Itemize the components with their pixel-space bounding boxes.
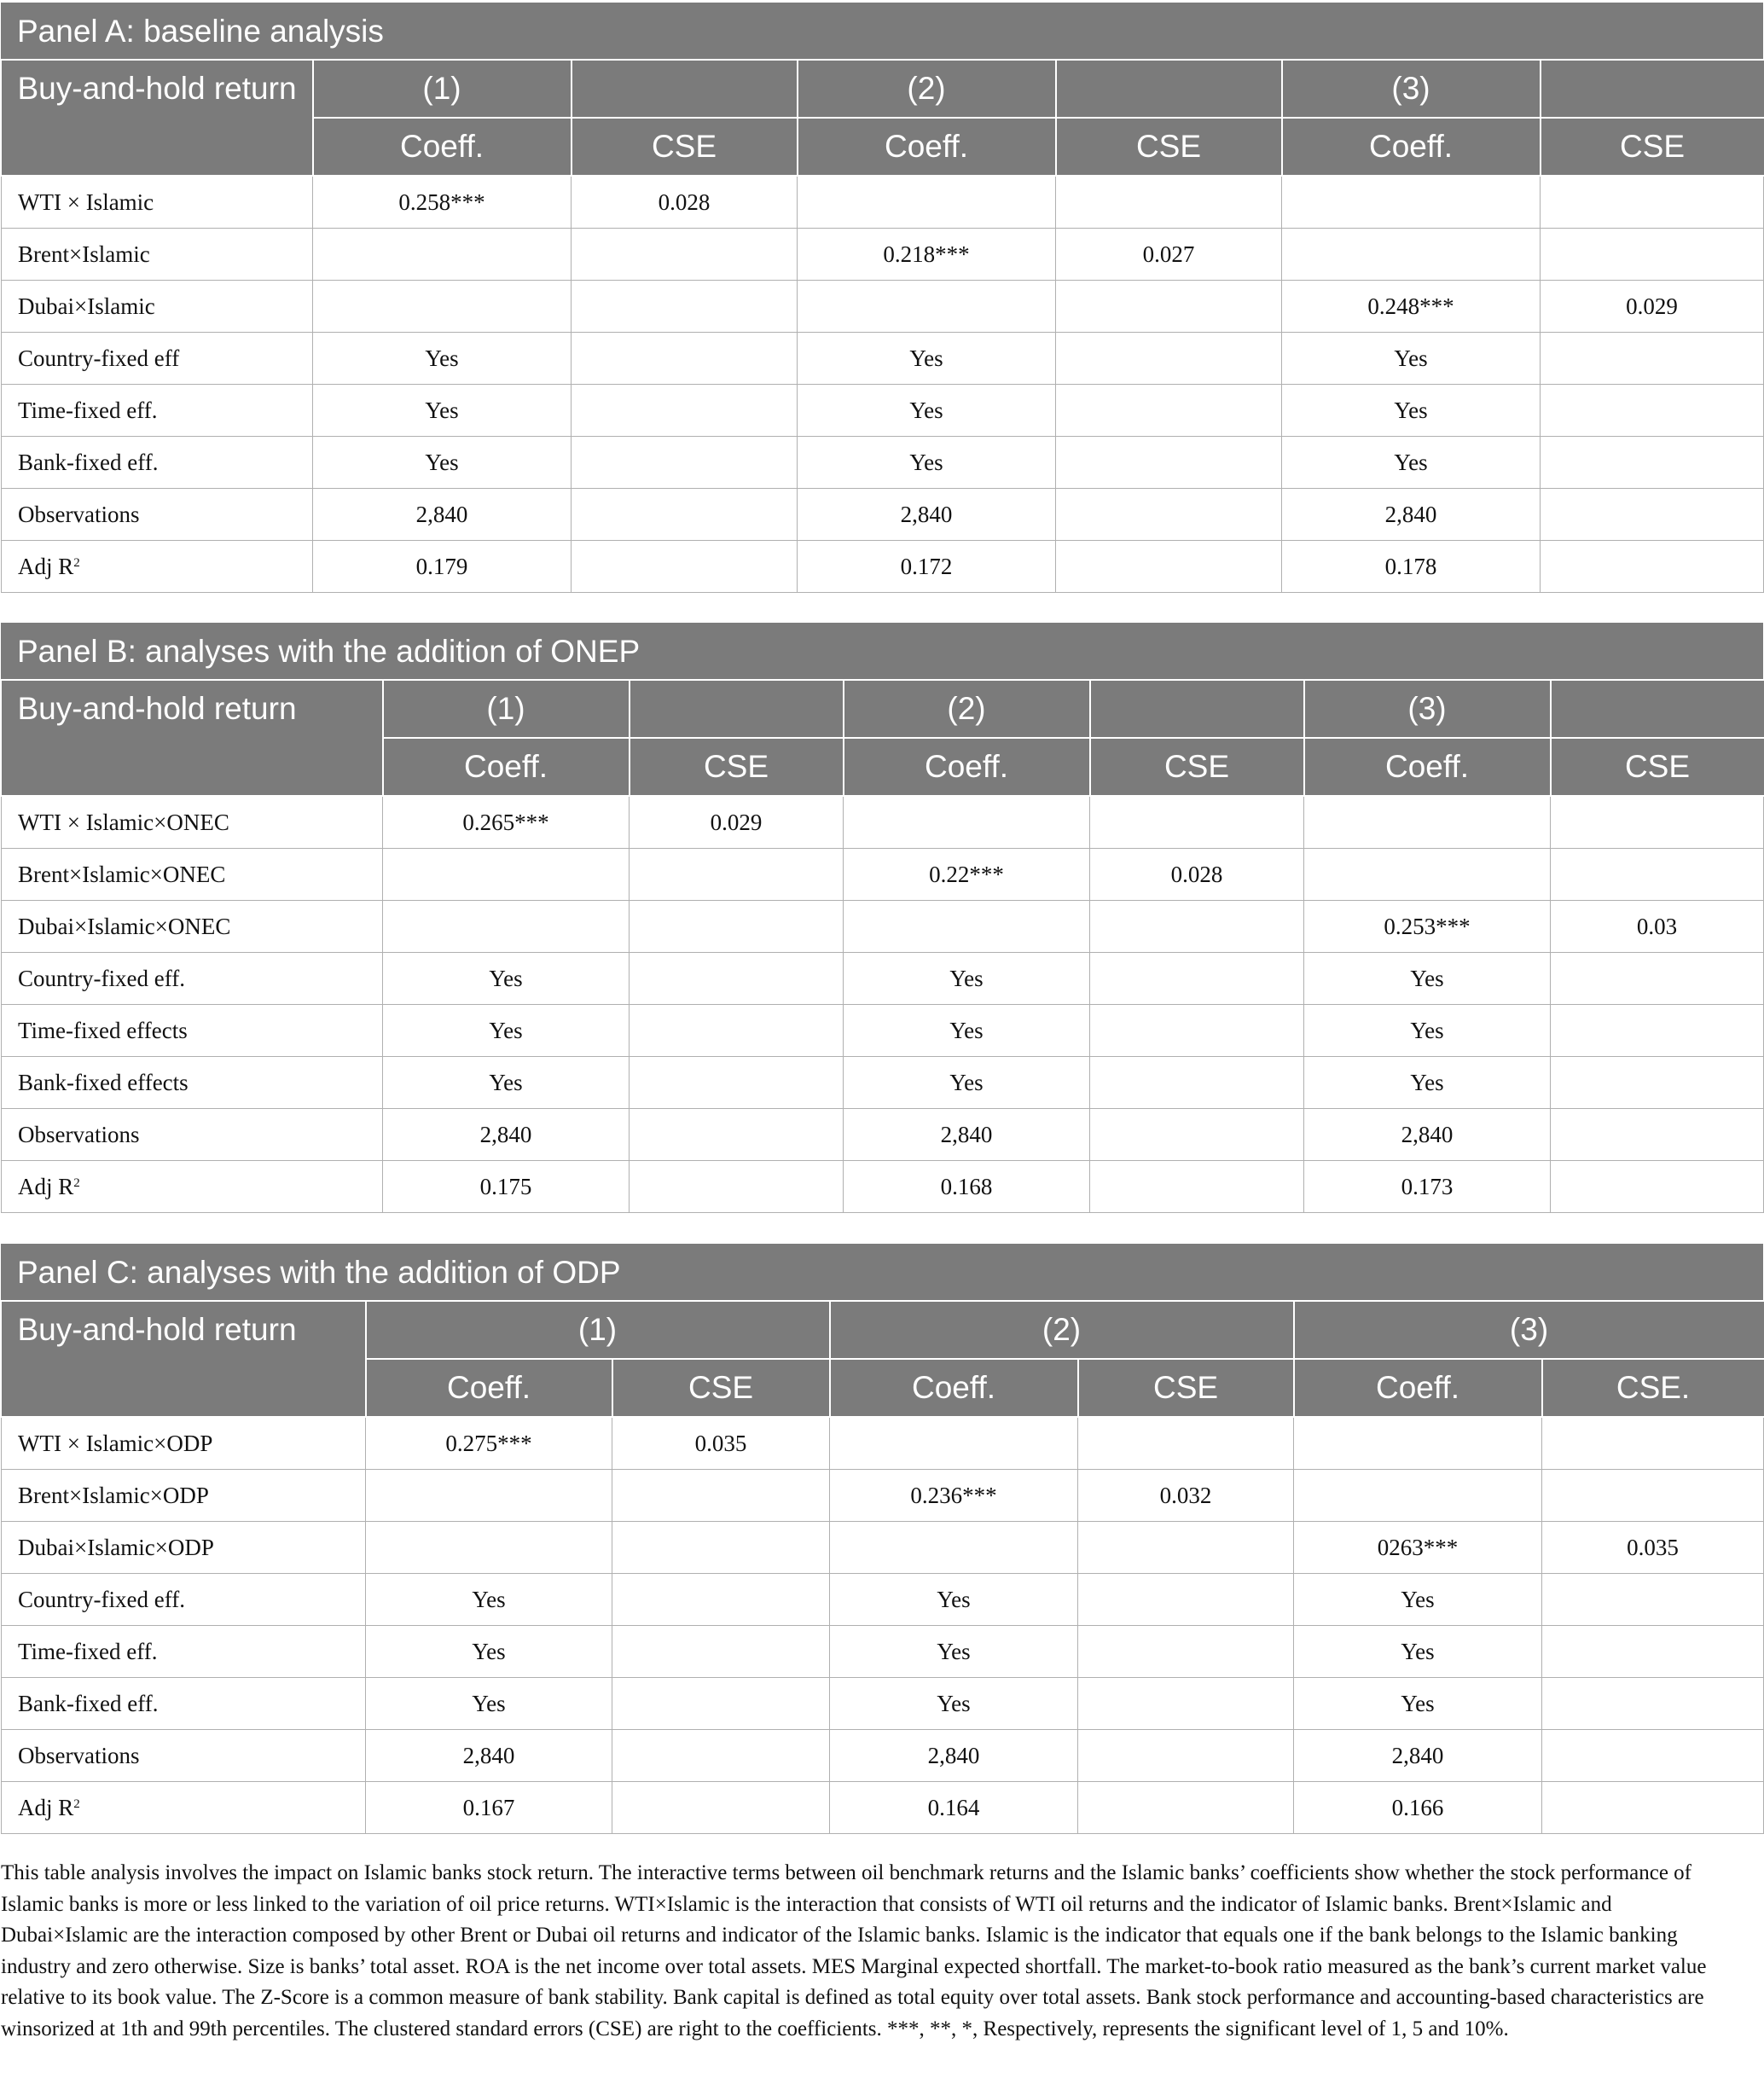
row-label: Observations (18, 1742, 140, 1768)
superscript: 2 (73, 1796, 80, 1811)
cse-cell (1541, 541, 1764, 593)
row-label-cell (2, 333, 313, 385)
cse-cell (1078, 1678, 1294, 1730)
table-row (2, 333, 1764, 385)
row-label: Adj R (18, 1794, 74, 1820)
cse-cell (612, 1782, 830, 1834)
row-label-cell (2, 1005, 383, 1057)
coeff-cell: 2,840 (313, 489, 572, 541)
row-label: Time-fixed eff. (18, 397, 158, 423)
cse-cell (1090, 1161, 1304, 1213)
coeff-cell: Yes (830, 1574, 1078, 1626)
cse-cell (630, 901, 844, 953)
coeff-cell: Yes (844, 1005, 1090, 1057)
table-row (2, 953, 1764, 1005)
row-label-cell (2, 489, 313, 541)
row-label-cell (2, 1678, 366, 1730)
coeff-cell: Yes (313, 437, 572, 489)
coeff-cell: 0.253*** (1304, 901, 1551, 953)
coeff-cell: Yes (830, 1626, 1078, 1678)
model-header: (1) (313, 61, 572, 118)
row-label-cell (2, 1057, 383, 1109)
model-header-spacer (1056, 61, 1282, 118)
coeff-cell (830, 1522, 1078, 1574)
coeff-cell: Yes (383, 953, 630, 1005)
table-row (2, 176, 1764, 229)
dependent-variable-header: Buy-and-hold return (2, 61, 313, 176)
coeff-header: Coeff. (366, 1359, 612, 1417)
coeff-cell: 0.248*** (1282, 281, 1541, 333)
row-label: Dubai×Islamic×ONEC (18, 913, 231, 939)
cse-cell: 0.028 (1090, 849, 1304, 901)
row-label-cell (2, 541, 313, 593)
panel-body (2, 1417, 1764, 1834)
cse-cell (1090, 1109, 1304, 1161)
superscript: 2 (73, 1175, 80, 1190)
coeff-cell: 2,840 (1294, 1730, 1542, 1782)
coeff-cell: Yes (844, 953, 1090, 1005)
panel-b (1, 623, 1763, 1213)
cse-cell (1551, 1005, 1764, 1057)
row-label-cell (2, 1161, 383, 1213)
model-header: (1) (383, 681, 630, 738)
cse-cell (1056, 333, 1282, 385)
table-row (2, 1522, 1764, 1574)
coeff-cell: Yes (830, 1678, 1078, 1730)
coeff-cell (383, 901, 630, 953)
row-label-cell (2, 1782, 366, 1834)
cse-cell (630, 1005, 844, 1057)
coeff-cell: 0.265*** (383, 796, 630, 849)
panel-table (1, 1302, 1764, 1834)
coeff-cell: 2,840 (1304, 1109, 1551, 1161)
cse-cell (1542, 1417, 1764, 1470)
cse-cell (1090, 1057, 1304, 1109)
coeff-cell: 0.275*** (366, 1417, 612, 1470)
cse-cell (1542, 1574, 1764, 1626)
row-label: Country-fixed eff. (18, 1586, 185, 1612)
coeff-cell (1294, 1417, 1542, 1470)
cse-cell (572, 229, 798, 281)
coeff-cell: 0263*** (1294, 1522, 1542, 1574)
panel-table (1, 681, 1764, 1213)
dependent-variable-header: Buy-and-hold return (2, 1302, 366, 1417)
cse-header: CSE (1551, 738, 1764, 796)
row-label: Brent×Islamic (18, 241, 150, 267)
coeff-cell: 0.175 (383, 1161, 630, 1213)
cse-cell (1090, 953, 1304, 1005)
row-label: Country-fixed eff (18, 345, 180, 371)
cse-cell (1551, 849, 1764, 901)
coeff-cell: 0.218*** (798, 229, 1056, 281)
table-row (2, 1782, 1764, 1834)
row-label: Bank-fixed eff. (18, 449, 159, 475)
cse-cell (612, 1522, 830, 1574)
panel-table (1, 61, 1764, 593)
coeff-cell: 0.167 (366, 1782, 612, 1834)
coeff-cell: Yes (313, 333, 572, 385)
cse-cell (630, 1057, 844, 1109)
model-header: (2) (844, 681, 1090, 738)
cse-cell (1541, 229, 1764, 281)
cse-cell (1551, 1161, 1764, 1213)
cse-cell (1541, 333, 1764, 385)
cse-cell: 0.035 (612, 1417, 830, 1470)
table-row (2, 229, 1764, 281)
table-row (2, 489, 1764, 541)
coeff-cell (366, 1470, 612, 1522)
coeff-header: Coeff. (1294, 1359, 1542, 1417)
cse-cell (572, 437, 798, 489)
row-label-cell (2, 1522, 366, 1574)
row-label: Adj R (18, 1173, 74, 1199)
coeff-cell (798, 281, 1056, 333)
cse-header: CSE (612, 1359, 830, 1417)
coeff-cell: Yes (366, 1626, 612, 1678)
row-label-cell (2, 1470, 366, 1522)
row-label: Dubai×Islamic×ODP (18, 1534, 214, 1560)
coeff-cell: Yes (844, 1057, 1090, 1109)
table-row (2, 541, 1764, 593)
cse-cell: 0.035 (1542, 1522, 1764, 1574)
coeff-cell (844, 901, 1090, 953)
model-header-spacer (630, 681, 844, 738)
coeff-cell: 0.178 (1282, 541, 1541, 593)
panel-title: Panel A: baseline analysis (1, 3, 1763, 61)
cse-cell (1056, 281, 1282, 333)
cse-cell (1078, 1730, 1294, 1782)
cse-cell (572, 333, 798, 385)
row-label-cell (2, 281, 313, 333)
cse-cell (1541, 437, 1764, 489)
coeff-cell: 2,840 (383, 1109, 630, 1161)
cse-cell (1090, 796, 1304, 849)
cse-header: CSE (572, 118, 798, 176)
table-row (2, 849, 1764, 901)
table-row (2, 1730, 1764, 1782)
row-label: Time-fixed effects (18, 1017, 188, 1043)
row-label: Bank-fixed eff. (18, 1690, 159, 1716)
coeff-cell: Yes (798, 437, 1056, 489)
table-row (2, 1574, 1764, 1626)
row-label: Bank-fixed effects (18, 1069, 189, 1095)
cse-cell (612, 1730, 830, 1782)
model-header: (3) (1282, 61, 1541, 118)
coeff-cell: 0.22*** (844, 849, 1090, 901)
coeff-header: Coeff. (1282, 118, 1541, 176)
cse-cell (572, 385, 798, 437)
cse-cell (612, 1470, 830, 1522)
table-footnote: This table analysis involves the impact on Islamic banks stock return. The interactive terms between oil benchmark returns and the Islamic banks’ coefficients show whether the stock performance of Islamic banks is more or less linked to the variation of oil price returns. WTI×Islamic is the interaction that consists of WTI oil returns and the indicator of Islamic banks. Brent×Islamic and Dubai×Islamic are the interaction composed by other Brent or Dubai oil returns and indicator of the Islamic banks. Islamic is the indicator that equals one if the bank belongs to the Islamic banking industry and zero otherwise. Size is banks’ total asset. ROA is the net income over total assets. MES Marginal expected shortfall. The market-to-book ratio measured as the bank’s current market value relative to its book value. The Z-Score is a common measure of bank stability. Bank capital is defined as total equity over total assets. Bank stock performance and accounting-based characteristics are winsorized at 1th and 99th percentiles. The clustered standard errors (CSE) are right to the coefficients. ***, **, *, Respectively, represents the significant level of 1, 5 and 10%. (1, 1861, 1707, 2040)
coeff-cell: 0.168 (844, 1161, 1090, 1213)
row-label: WTI × Islamic×ODP (18, 1430, 213, 1456)
table-row (2, 1678, 1764, 1730)
cse-cell (1056, 176, 1282, 229)
coeff-header: Coeff. (844, 738, 1090, 796)
table-row (2, 1470, 1764, 1522)
coeff-header: Coeff. (313, 118, 572, 176)
coeff-cell: Yes (383, 1005, 630, 1057)
cse-cell (1551, 1109, 1764, 1161)
cse-cell (1090, 901, 1304, 953)
cse-cell (1078, 1626, 1294, 1678)
cse-cell (630, 1161, 844, 1213)
coeff-cell: 2,840 (798, 489, 1056, 541)
cse-cell (1551, 953, 1764, 1005)
row-label-cell (2, 1109, 383, 1161)
row-label-cell (2, 385, 313, 437)
model-header: (3) (1304, 681, 1551, 738)
coeff-cell: 0.179 (313, 541, 572, 593)
coeff-cell: Yes (1304, 1005, 1551, 1057)
row-label-cell (2, 901, 383, 953)
model-header: (3) (1294, 1302, 1764, 1359)
row-label-cell (2, 1417, 366, 1470)
row-label-cell (2, 1574, 366, 1626)
cse-cell (1056, 541, 1282, 593)
table-row (2, 1005, 1764, 1057)
coeff-cell: Yes (313, 385, 572, 437)
cse-cell (1078, 1522, 1294, 1574)
model-header-spacer (1551, 681, 1764, 738)
cse-cell: 0.029 (1541, 281, 1764, 333)
table-row (2, 1057, 1764, 1109)
cse-cell (1542, 1782, 1764, 1834)
coeff-cell: Yes (383, 1057, 630, 1109)
cse-cell (1078, 1574, 1294, 1626)
row-label: Dubai×Islamic (18, 293, 155, 319)
coeff-cell: Yes (1304, 1057, 1551, 1109)
panel-body (2, 796, 1764, 1213)
table-row (2, 1161, 1764, 1213)
coeff-cell: 2,840 (844, 1109, 1090, 1161)
cse-cell (612, 1678, 830, 1730)
cse-cell (1541, 385, 1764, 437)
cse-header: CSE (1090, 738, 1304, 796)
coeff-header: Coeff. (830, 1359, 1078, 1417)
cse-cell: 0.032 (1078, 1470, 1294, 1522)
cse-cell (1078, 1417, 1294, 1470)
coeff-cell: 0.236*** (830, 1470, 1078, 1522)
coeff-cell: 0.258*** (313, 176, 572, 229)
coeff-cell: 2,840 (1282, 489, 1541, 541)
coeff-cell (383, 849, 630, 901)
table-row (2, 901, 1764, 953)
cse-cell (612, 1574, 830, 1626)
table-row (2, 1626, 1764, 1678)
coeff-cell (1282, 176, 1541, 229)
row-label: WTI × Islamic (18, 189, 154, 215)
coeff-cell (1294, 1470, 1542, 1522)
cse-cell (1056, 489, 1282, 541)
superscript: 2 (73, 555, 80, 570)
model-header-spacer (572, 61, 798, 118)
coeff-cell: 0.173 (1304, 1161, 1551, 1213)
row-label-cell (2, 796, 383, 849)
table-row (2, 1417, 1764, 1470)
coeff-cell: Yes (1282, 333, 1541, 385)
row-label: Brent×Islamic×ODP (18, 1482, 209, 1508)
coeff-cell: Yes (366, 1678, 612, 1730)
row-label-cell (2, 437, 313, 489)
coeff-cell: 2,840 (830, 1730, 1078, 1782)
panel-body (2, 176, 1764, 593)
cse-cell (630, 849, 844, 901)
coeff-cell: Yes (1304, 953, 1551, 1005)
coeff-cell: 0.166 (1294, 1782, 1542, 1834)
coeff-header: Coeff. (383, 738, 630, 796)
panel-c (1, 1244, 1763, 1834)
cse-cell (1056, 385, 1282, 437)
row-label: WTI × Islamic×ONEC (18, 809, 229, 835)
coeff-cell: Yes (366, 1574, 612, 1626)
cse-header: CSE (630, 738, 844, 796)
cse-cell: 0.029 (630, 796, 844, 849)
coeff-cell: 0.172 (798, 541, 1056, 593)
cse-cell (1542, 1730, 1764, 1782)
cse-cell (1542, 1678, 1764, 1730)
cse-cell (1078, 1782, 1294, 1834)
coeff-cell: Yes (1294, 1574, 1542, 1626)
coeff-cell: Yes (798, 385, 1056, 437)
cse-header: CSE (1078, 1359, 1294, 1417)
coeff-cell (313, 229, 572, 281)
model-header: (2) (830, 1302, 1294, 1359)
row-label: Time-fixed eff. (18, 1638, 158, 1664)
dependent-variable-header: Buy-and-hold return (2, 681, 383, 796)
coeff-cell (830, 1417, 1078, 1470)
cse-cell (612, 1626, 830, 1678)
table-row (2, 796, 1764, 849)
cse-cell (1551, 796, 1764, 849)
cse-cell: 0.027 (1056, 229, 1282, 281)
row-label: Observations (18, 1121, 140, 1147)
coeff-cell (844, 796, 1090, 849)
cse-cell: 0.028 (572, 176, 798, 229)
row-label-cell (2, 953, 383, 1005)
cse-cell (1056, 437, 1282, 489)
cse-cell (572, 281, 798, 333)
coeff-header: Coeff. (798, 118, 1056, 176)
cse-cell (1542, 1626, 1764, 1678)
cse-cell (572, 541, 798, 593)
coeff-cell (1304, 849, 1551, 901)
row-label-cell (2, 1730, 366, 1782)
row-label-cell (2, 849, 383, 901)
coeff-cell: Yes (1282, 385, 1541, 437)
row-label: Brent×Islamic×ONEC (18, 861, 226, 887)
coeff-cell (313, 281, 572, 333)
coeff-cell: Yes (1282, 437, 1541, 489)
model-header-spacer (1541, 61, 1764, 118)
cse-cell (630, 953, 844, 1005)
coeff-cell (1304, 796, 1551, 849)
cse-cell (630, 1109, 844, 1161)
row-label-cell (2, 176, 313, 229)
coeff-cell: Yes (1294, 1678, 1542, 1730)
cse-cell (1090, 1005, 1304, 1057)
cse-header: CSE (1541, 118, 1764, 176)
cse-cell (1551, 1057, 1764, 1109)
coeff-cell (798, 176, 1056, 229)
coeff-cell: 0.164 (830, 1782, 1078, 1834)
cse-header: CSE (1056, 118, 1282, 176)
cse-cell (1541, 489, 1764, 541)
panel-title: Panel C: analyses with the addition of ODP (1, 1244, 1763, 1302)
table-row (2, 385, 1764, 437)
coeff-cell: Yes (798, 333, 1056, 385)
row-label: Country-fixed eff. (18, 965, 185, 991)
model-header: (2) (798, 61, 1056, 118)
table-row (2, 437, 1764, 489)
coeff-cell: 2,840 (366, 1730, 612, 1782)
model-header-spacer (1090, 681, 1304, 738)
coeff-cell: Yes (1294, 1626, 1542, 1678)
coeff-cell (366, 1522, 612, 1574)
cse-header: CSE. (1542, 1359, 1764, 1417)
row-label: Adj R (18, 553, 74, 579)
panel-a (1, 3, 1763, 593)
panel-title: Panel B: analyses with the addition of ONEP (1, 623, 1763, 681)
cse-cell (1541, 176, 1764, 229)
table-row (2, 281, 1764, 333)
model-header: (1) (366, 1302, 830, 1359)
cse-cell: 0.03 (1551, 901, 1764, 953)
row-label: Observations (18, 501, 140, 527)
table-row (2, 1109, 1764, 1161)
cse-cell (572, 489, 798, 541)
coeff-header: Coeff. (1304, 738, 1551, 796)
cse-cell (1542, 1470, 1764, 1522)
row-label-cell (2, 229, 313, 281)
row-label-cell (2, 1626, 366, 1678)
coeff-cell (1282, 229, 1541, 281)
